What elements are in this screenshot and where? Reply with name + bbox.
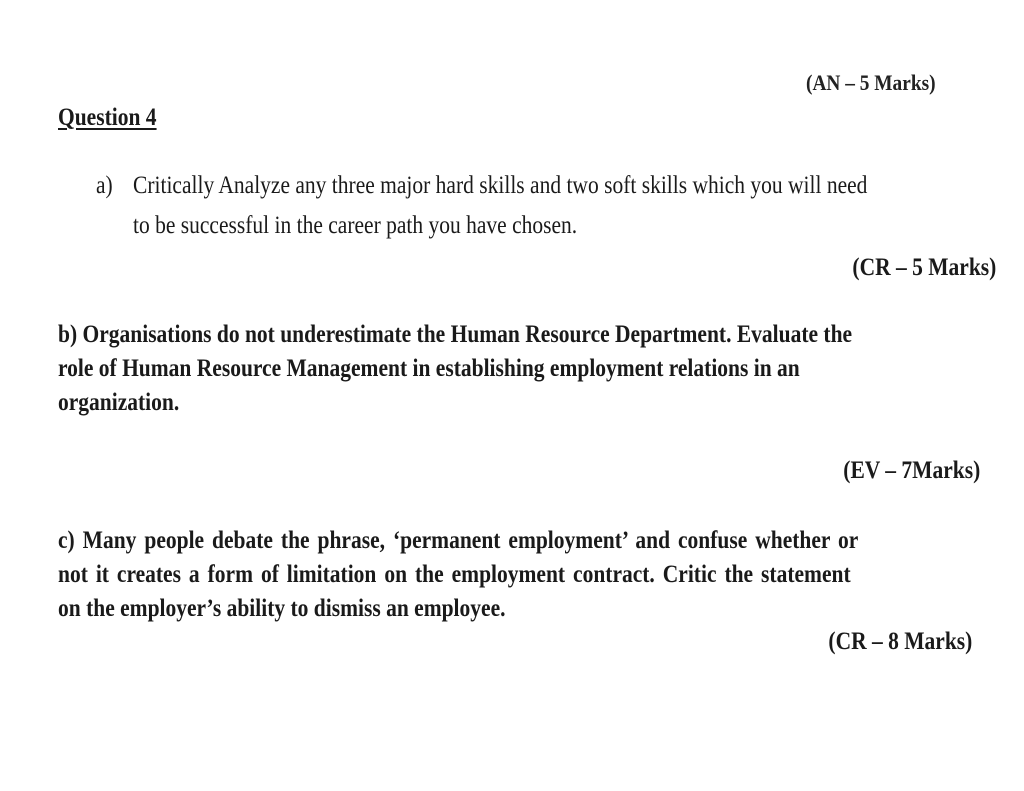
previous-marks-cutoff bbox=[806, 70, 976, 95]
part-a-line-1: Critically Analyze any three major hard skills and two soft skills which you will need bbox=[133, 172, 868, 199]
part-c-line-2: not it creates a form of limitation on the employment contract. Critic the statement bbox=[58, 561, 851, 588]
question-heading: Question 4 bbox=[58, 104, 157, 131]
part-b-line-1: b) Organisations do not underestimate the Human Resource Department. Evaluate the bbox=[58, 321, 853, 348]
part-b-marks: (EV – 7Marks) bbox=[843, 457, 980, 484]
part-c-line-3: on the employer’s ability to dismiss an employee. bbox=[58, 595, 506, 622]
part-c-line-1: c) Many people debate the phrase, ‘permanent employment’ and confuse whether or bbox=[58, 527, 859, 554]
part-a-marks: (CR – 5 Marks) bbox=[852, 254, 996, 281]
part-a-line-2: to be successful in the career path you have chosen. bbox=[133, 212, 578, 239]
part-b-line-3: organization. bbox=[58, 389, 180, 416]
part-a-label: a) bbox=[96, 172, 113, 199]
part-c-marks: (CR – 8 Marks) bbox=[828, 628, 972, 655]
previous-marks-text: (AN – 5 Marks) bbox=[806, 70, 936, 95]
part-b-line-2: role of Human Resource Management in establishing employment relations in an bbox=[58, 355, 800, 382]
